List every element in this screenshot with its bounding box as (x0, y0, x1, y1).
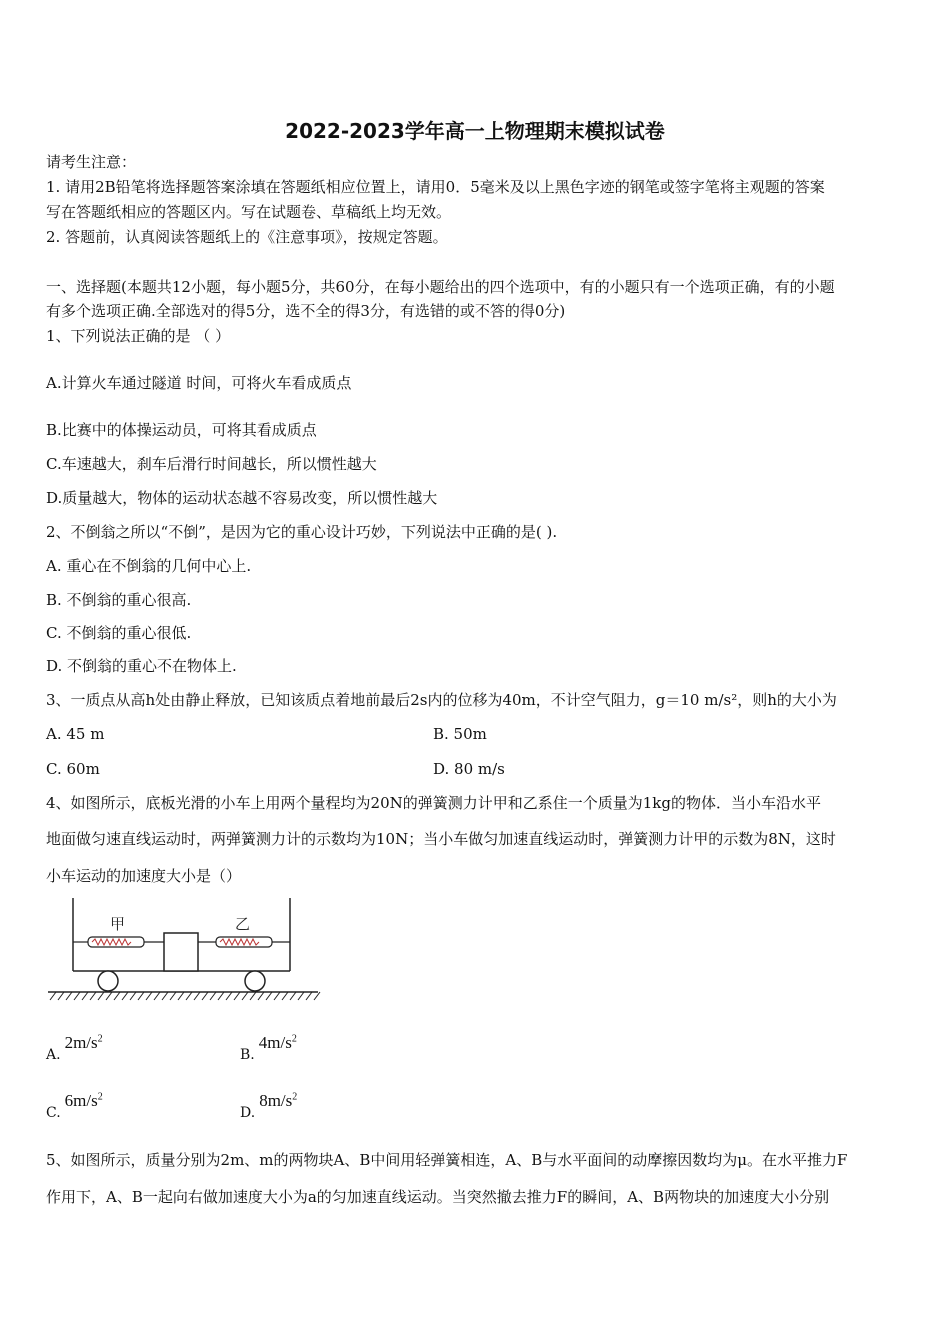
q1-stem: 1、下列说法正确的是 （ ） (46, 327, 231, 345)
q1-option-b: B.比赛中的体操运动员，可将其看成质点 (46, 421, 317, 439)
section-heading-line-2: 有多个选项正确.全部选对的得5分，选不全的得3分，有选错的或不答的得0分) (46, 302, 566, 320)
q1-option-d: D.质量越大，物体的运动状态越不容易改变，所以惯性越大 (46, 489, 438, 507)
q4-option-d-label: D. (240, 1105, 256, 1121)
q4-option-d (240, 1091, 298, 1121)
q3-stem: 3、一质点从高h处由静止释放，已知该质点着地前最后2s内的位移为40m，不计空气阻力，g＝10 m/s²，则h的大小为 (46, 691, 837, 709)
q4-option-b-exponent: 2 (291, 1033, 297, 1045)
notice-line-2: 2. 答题前，认真阅读答题纸上的《注意事项》，按规定答题。 (46, 228, 448, 246)
q5-line-2: 作用下，A、B一起向右做加速度大小为a的匀加速直线运动。当突然撤去推力F的瞬间，A、B两物块的加速度大小分别 (46, 1188, 830, 1206)
q4-option-d-exponent: 2 (292, 1091, 298, 1103)
q4-option-b (240, 1033, 297, 1063)
q4-line-3: 小车运动的加速度大小是（） (46, 867, 242, 885)
q4-option-a (46, 1033, 103, 1063)
notice-line-1a: 1. 请用2B铅笔将选择题答案涂填在答题纸相应位置上，请用0．5毫米及以上黑色字迹的钢笔或签字笔将主观题的答案 (46, 178, 825, 196)
q4-option-c-value: 6m/s (64, 1091, 98, 1110)
q4-option-c (46, 1091, 103, 1121)
cart-diagram (46, 893, 326, 1008)
q5-line-1: 5、如图所示，质量分别为2m、m的两物块A、B中间用轻弹簧相连，A、B与水平面间的动摩擦因数均为μ。在水平推力F (46, 1151, 848, 1169)
section-heading-line-1: 一、选择题(本题共12小题，每小题5分，共60分，在每小题给出的四个选项中，有的小题只有一个选项正确，有的小题 (46, 278, 835, 296)
q4-option-a-value: 2m/s (64, 1033, 98, 1052)
q1-option-a: A.计算火车通过隧道 时间，可将火车看成质点 (46, 374, 352, 392)
q4-option-b-value: 4m/s (258, 1033, 292, 1052)
q4-option-a-label: A. (46, 1047, 61, 1063)
q2-option-d: D. 不倒翁的重心不在物体上. (46, 657, 237, 675)
q3-option-d: D. 80 m/s (433, 760, 505, 778)
ground-hatching (50, 992, 320, 1000)
q3-option-b: B. 50m (433, 725, 487, 743)
notice-heading: 请考生注意： (46, 153, 137, 171)
q2-stem: 2、不倒翁之所以“不倒”，是因为它的重心设计巧妙，下列说法中正确的是( ). (46, 523, 558, 541)
q4-option-d-value: 8m/s (259, 1091, 293, 1110)
page-title: 2022-2023学年高一上物理期末模拟试卷 (285, 119, 665, 143)
q4-option-b-label: B. (240, 1047, 255, 1063)
q2-option-c: C. 不倒翁的重心很低. (46, 624, 192, 642)
q3-option-a: A. 45 m (46, 725, 105, 743)
q2-option-b: B. 不倒翁的重心很高. (46, 591, 192, 609)
q4-option-c-exponent: 2 (97, 1091, 103, 1103)
q2-option-a: A. 重心在不倒翁的几何中心上. (46, 557, 252, 575)
q4-line-2: 地面做匀速直线运动时，两弹簧测力计的示数均为10N；当小车做匀加速直线运动时，弹簧测力计甲的示数为8N，这时 (46, 830, 836, 848)
q4-option-a-exponent: 2 (97, 1033, 103, 1045)
scale-label-left: 甲 (110, 915, 126, 933)
q4-line-1: 4、如图所示，底板光滑的小车上用两个量程均为20N的弹簧测力计甲和乙系住一个质量为1kg的物体．当小车沿水平 (46, 794, 821, 812)
q1-option-c: C.车速越大，刹车后滑行时间越长，所以惯性越大 (46, 455, 377, 473)
q3-option-c: C. 60m (46, 760, 100, 778)
q4-option-c-label: C. (46, 1105, 61, 1121)
notice-line-1b: 写在答题纸相应的答题区内。写在试题卷、草稿纸上均无效。 (46, 203, 452, 221)
cart-spring-figure (46, 893, 326, 1012)
scale-label-right: 乙 (235, 915, 251, 933)
